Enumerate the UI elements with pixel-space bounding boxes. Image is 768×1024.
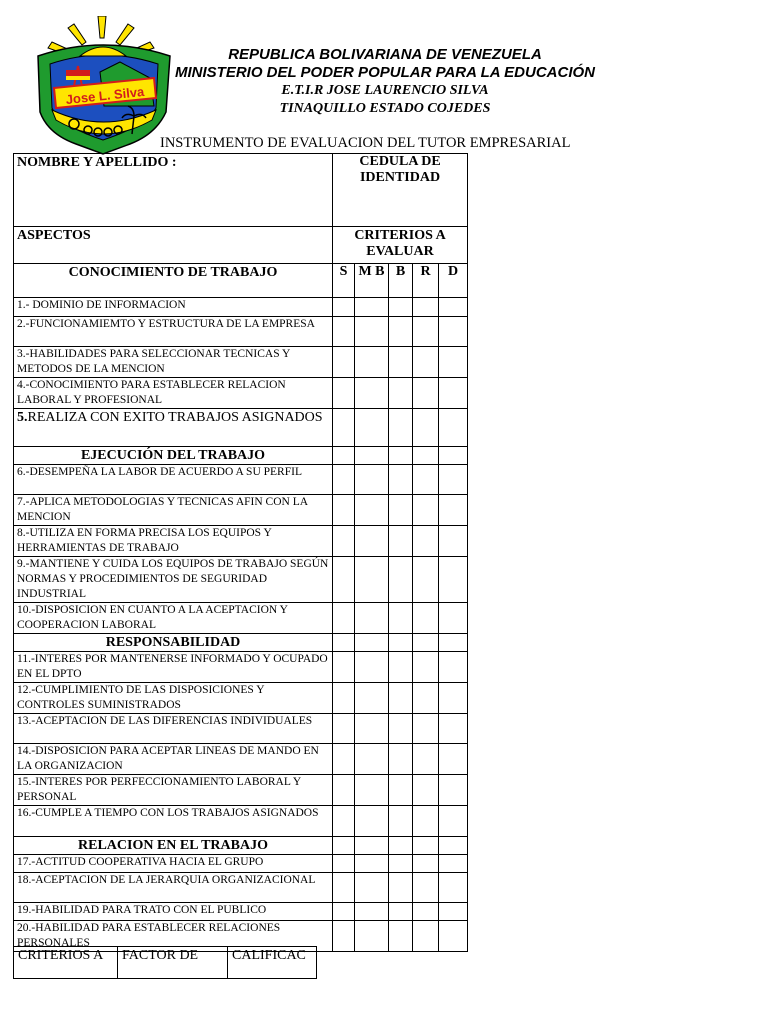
table-row [14, 775, 468, 806]
section-rating-cell[interactable] [439, 634, 468, 652]
item-rating-cell[interactable] [333, 714, 355, 744]
header-school: E.T.I.R JOSE LAURENCIO SILVA [281, 83, 489, 98]
aspect-item: 4.-CONOCIMIENTO PARA ESTABLECER RELACION LABORAL Y PROFESIONAL [14, 378, 333, 409]
item-rating-cell[interactable] [355, 714, 389, 744]
item-rating-cell[interactable] [389, 298, 413, 317]
item-rating-cell[interactable] [439, 921, 468, 952]
aspect-item: 16.-CUMPLE A TIEMPO CON LOS TRABAJOS ASIGNADOS [14, 806, 333, 837]
aspect-item: 6.-DESEMPEÑA LA LABOR DE ACUERDO A SU PERFIL [14, 465, 333, 495]
item-rating-cell[interactable] [439, 714, 468, 744]
item-rating-cell[interactable] [389, 775, 413, 806]
section-rating-cell[interactable] [355, 634, 389, 652]
item-rating-cell[interactable] [355, 317, 389, 347]
item-rating-cell[interactable] [389, 347, 413, 378]
section-rating-cell[interactable] [333, 837, 355, 855]
table-row [14, 409, 468, 447]
item-rating-cell[interactable] [439, 903, 468, 921]
aspects-label: ASPECTOS [17, 228, 91, 243]
item-rating-cell[interactable] [333, 317, 355, 347]
cedula-label: CEDULA DE IDENTIDAD [359, 154, 441, 185]
rating-column-header: R [413, 264, 439, 298]
aspect-item: 10.-DISPOSICION EN CUANTO A LA ACEPTACION Y COOPERACION LABORAL [14, 603, 333, 634]
item-rating-cell[interactable] [333, 465, 355, 495]
table-row [14, 714, 468, 744]
table-row [14, 317, 468, 347]
table-row [14, 603, 468, 634]
section-header-row [14, 447, 468, 465]
item-rating-cell[interactable] [389, 683, 413, 714]
section-rating-cell[interactable] [413, 447, 439, 465]
item-rating-cell[interactable] [333, 603, 355, 634]
section-rating-cell[interactable] [413, 634, 439, 652]
item-rating-cell[interactable] [439, 317, 468, 347]
item-rating-cell[interactable] [413, 495, 439, 526]
section-rating-cell[interactable] [355, 837, 389, 855]
rating-column-header: B [389, 264, 413, 298]
item-rating-cell[interactable] [389, 409, 413, 447]
aspect-item: 15.-INTERES POR PERFECCIONAMIENTO LABORAL Y PERSONAL [14, 775, 333, 806]
section-title: RESPONSABILIDAD [14, 634, 333, 652]
school-logo [30, 16, 176, 156]
item-rating-cell[interactable] [333, 495, 355, 526]
aspect-item: 11.-INTERES POR MANTENERSE INFORMADO Y OCUPADO EN EL DPTO [14, 652, 333, 683]
cedula-field[interactable] [333, 154, 468, 227]
aspect-item: 12.-CUMPLIMIENTO DE LAS DISPOSICIONES Y CONTROLES SUMINISTRADOS [14, 683, 333, 714]
name-label: NOMBRE Y APELLIDO : [17, 155, 177, 170]
item-rating-cell[interactable] [439, 495, 468, 526]
item-rating-cell[interactable] [355, 652, 389, 683]
footer-factor-label: FACTOR DE [122, 948, 199, 963]
item-rating-cell[interactable] [413, 714, 439, 744]
document-title: INSTRUMENTO DE EVALUACION DEL TUTOR EMPRESARIAL [160, 135, 571, 151]
item-rating-cell[interactable] [355, 921, 389, 952]
table-row [14, 526, 468, 557]
item-rating-cell[interactable] [355, 495, 389, 526]
item-rating-cell[interactable] [413, 603, 439, 634]
table-row [14, 465, 468, 495]
section-rating-cell[interactable] [439, 837, 468, 855]
name-field[interactable] [14, 154, 333, 227]
footer-criteria-cell[interactable] [14, 947, 118, 979]
header-republic: REPUBLICA BOLIVARIANA DE VENEZUELA [228, 46, 542, 63]
item-rating-cell[interactable] [413, 806, 439, 837]
item-rating-cell[interactable] [439, 409, 468, 447]
aspect-item-number: 5. [17, 410, 28, 425]
aspect-item: 13.-ACEPTACION DE LAS DIFERENCIAS INDIVIDUALES [14, 714, 333, 744]
item-rating-cell[interactable] [355, 557, 389, 603]
table-row [14, 873, 468, 903]
item-rating-cell[interactable] [389, 855, 413, 873]
aspect-item: 8.-UTILIZA EN FORMA PRECISA LOS EQUIPOS Y HERRAMIENTAS DE TRABAJO [14, 526, 333, 557]
evaluation-table [13, 153, 468, 952]
item-rating-cell[interactable] [413, 298, 439, 317]
criteria-label: CRITERIOS A EVALUAR [354, 228, 446, 259]
item-rating-cell[interactable] [389, 378, 413, 409]
item-rating-cell[interactable] [355, 526, 389, 557]
footer-factor-cell[interactable] [118, 947, 228, 979]
rating-column-header: D [439, 264, 468, 298]
item-rating-cell[interactable] [355, 744, 389, 775]
table-row [14, 903, 468, 921]
aspect-item: 9.-MANTIENE Y CUIDA LOS EQUIPOS DE TRABAJO SEGÚN NORMAS Y PROCEDIMIENTOS DE SEGURIDAD INDUSTRIAL [14, 557, 333, 603]
section-title: RELACION EN EL TRABAJO [14, 837, 333, 855]
aspect-item: 7.-APLICA METODOLOGIAS Y TECNICAS AFIN CON LA MENCION [14, 495, 333, 526]
item-rating-cell[interactable] [333, 903, 355, 921]
item-rating-cell[interactable] [439, 526, 468, 557]
item-rating-cell[interactable] [355, 465, 389, 495]
aspect-item [14, 409, 333, 447]
criteria-header [333, 227, 468, 264]
item-rating-cell[interactable] [333, 744, 355, 775]
item-rating-cell[interactable] [413, 903, 439, 921]
item-rating-cell[interactable] [355, 855, 389, 873]
table-row [14, 347, 468, 378]
rating-column-header: M B [355, 264, 389, 298]
aspect-item-text: REALIZA CON EXITO TRABAJOS ASIGNADOS [27, 410, 323, 425]
item-rating-cell[interactable] [355, 603, 389, 634]
item-rating-cell[interactable] [439, 775, 468, 806]
item-rating-cell[interactable] [413, 775, 439, 806]
item-rating-cell[interactable] [389, 714, 413, 744]
table-row [14, 557, 468, 603]
item-rating-cell[interactable] [413, 683, 439, 714]
item-rating-cell[interactable] [333, 378, 355, 409]
item-rating-cell[interactable] [439, 744, 468, 775]
item-rating-cell[interactable] [439, 603, 468, 634]
item-rating-cell[interactable] [333, 409, 355, 447]
table-row [14, 806, 468, 837]
item-rating-cell[interactable] [413, 378, 439, 409]
item-rating-cell[interactable] [355, 806, 389, 837]
item-rating-cell[interactable] [355, 873, 389, 903]
item-rating-cell[interactable] [413, 465, 439, 495]
aspects-header [14, 227, 333, 264]
item-rating-cell[interactable] [333, 557, 355, 603]
item-rating-cell[interactable] [413, 557, 439, 603]
item-rating-cell[interactable] [389, 465, 413, 495]
item-rating-cell[interactable] [389, 526, 413, 557]
section-rating-cell[interactable] [333, 634, 355, 652]
item-rating-cell[interactable] [413, 744, 439, 775]
item-rating-cell[interactable] [439, 298, 468, 317]
section-title: CONOCIMIENTO DE TRABAJO [14, 264, 333, 298]
item-rating-cell[interactable] [389, 652, 413, 683]
item-rating-cell[interactable] [389, 557, 413, 603]
aspect-item: 20.-HABILIDAD PARA ESTABLECER RELACIONES PERSONALES [14, 921, 333, 952]
footer-table [13, 946, 317, 979]
section-rating-cell[interactable] [389, 634, 413, 652]
aspect-item: 2.-FUNCIONAMIEMTO Y ESTRUCTURA DE LA EMPRESA [14, 317, 333, 347]
aspect-item: 14.-DISPOSICION PARA ACEPTAR LINEAS DE MANDO EN LA ORGANIZACION [14, 744, 333, 775]
section-header-row [14, 837, 468, 855]
section-rating-cell[interactable] [389, 447, 413, 465]
section-rating-cell[interactable] [389, 837, 413, 855]
aspect-item: 18.-ACEPTACION DE LA JERARQUIA ORGANIZACIONAL [14, 873, 333, 903]
item-rating-cell[interactable] [439, 806, 468, 837]
item-rating-cell[interactable] [333, 652, 355, 683]
item-rating-cell[interactable] [389, 921, 413, 952]
section-rating-cell[interactable] [413, 837, 439, 855]
item-rating-cell[interactable] [439, 683, 468, 714]
item-rating-cell[interactable] [389, 603, 413, 634]
item-rating-cell[interactable] [333, 775, 355, 806]
rating-column-header: S [333, 264, 355, 298]
item-rating-cell[interactable] [333, 347, 355, 378]
table-row [14, 495, 468, 526]
header-location: TINAQUILLO ESTADO COJEDES [279, 101, 491, 116]
item-rating-cell[interactable] [389, 873, 413, 903]
aspect-item: 1.- DOMINIO DE INFORMACION [14, 298, 333, 317]
item-rating-cell[interactable] [413, 317, 439, 347]
section-rating-cell[interactable] [439, 447, 468, 465]
item-rating-cell[interactable] [413, 873, 439, 903]
item-rating-cell[interactable] [413, 409, 439, 447]
section-header-row [14, 264, 468, 298]
item-rating-cell[interactable] [439, 378, 468, 409]
item-rating-cell[interactable] [355, 775, 389, 806]
aspect-item: 19.-HABILIDAD PARA TRATO CON EL PUBLICO [14, 903, 333, 921]
aspect-item: 17.-ACTITUD COOPERATIVA HACIA EL GRUPO [14, 855, 333, 873]
item-rating-cell[interactable] [355, 347, 389, 378]
item-rating-cell[interactable] [333, 921, 355, 952]
aspect-item: 3.-HABILIDADES PARA SELECCIONAR TECNICAS Y METODOS DE LA MENCION [14, 347, 333, 378]
item-rating-cell[interactable] [439, 465, 468, 495]
item-rating-cell[interactable] [389, 317, 413, 347]
item-rating-cell[interactable] [355, 683, 389, 714]
item-rating-cell[interactable] [333, 855, 355, 873]
logo-text: Jose L. Silva [64, 83, 145, 108]
item-rating-cell[interactable] [355, 378, 389, 409]
item-rating-cell[interactable] [413, 921, 439, 952]
table-row [14, 652, 468, 683]
item-rating-cell[interactable] [439, 652, 468, 683]
item-rating-cell[interactable] [413, 652, 439, 683]
item-rating-cell[interactable] [389, 495, 413, 526]
item-rating-cell[interactable] [355, 409, 389, 447]
table-row [14, 378, 468, 409]
footer-calificacion-label: CALIFICAC [232, 948, 306, 963]
table-row [14, 855, 468, 873]
footer-calificacion-cell[interactable] [228, 947, 317, 979]
item-rating-cell[interactable] [439, 347, 468, 378]
item-rating-cell[interactable] [333, 806, 355, 837]
item-rating-cell[interactable] [389, 744, 413, 775]
section-rating-cell[interactable] [355, 447, 389, 465]
item-rating-cell[interactable] [333, 873, 355, 903]
item-rating-cell[interactable] [389, 903, 413, 921]
item-rating-cell[interactable] [333, 298, 355, 317]
item-rating-cell[interactable] [439, 855, 468, 873]
section-title: EJECUCIÓN DEL TRABAJO [14, 447, 333, 465]
item-rating-cell[interactable] [413, 855, 439, 873]
item-rating-cell[interactable] [439, 873, 468, 903]
section-header-row [14, 634, 468, 652]
item-rating-cell[interactable] [333, 526, 355, 557]
table-row [14, 298, 468, 317]
item-rating-cell[interactable] [413, 526, 439, 557]
footer-criteria-label: CRITERIOS A [18, 948, 104, 963]
item-rating-cell[interactable] [333, 683, 355, 714]
section-rating-cell[interactable] [333, 447, 355, 465]
item-rating-cell[interactable] [413, 347, 439, 378]
item-rating-cell[interactable] [355, 903, 389, 921]
item-rating-cell[interactable] [439, 557, 468, 603]
header-ministry: MINISTERIO DEL PODER POPULAR PARA LA EDUCACIÓN [174, 64, 596, 81]
table-row [14, 744, 468, 775]
table-row [14, 683, 468, 714]
item-rating-cell[interactable] [389, 806, 413, 837]
item-rating-cell[interactable] [355, 298, 389, 317]
